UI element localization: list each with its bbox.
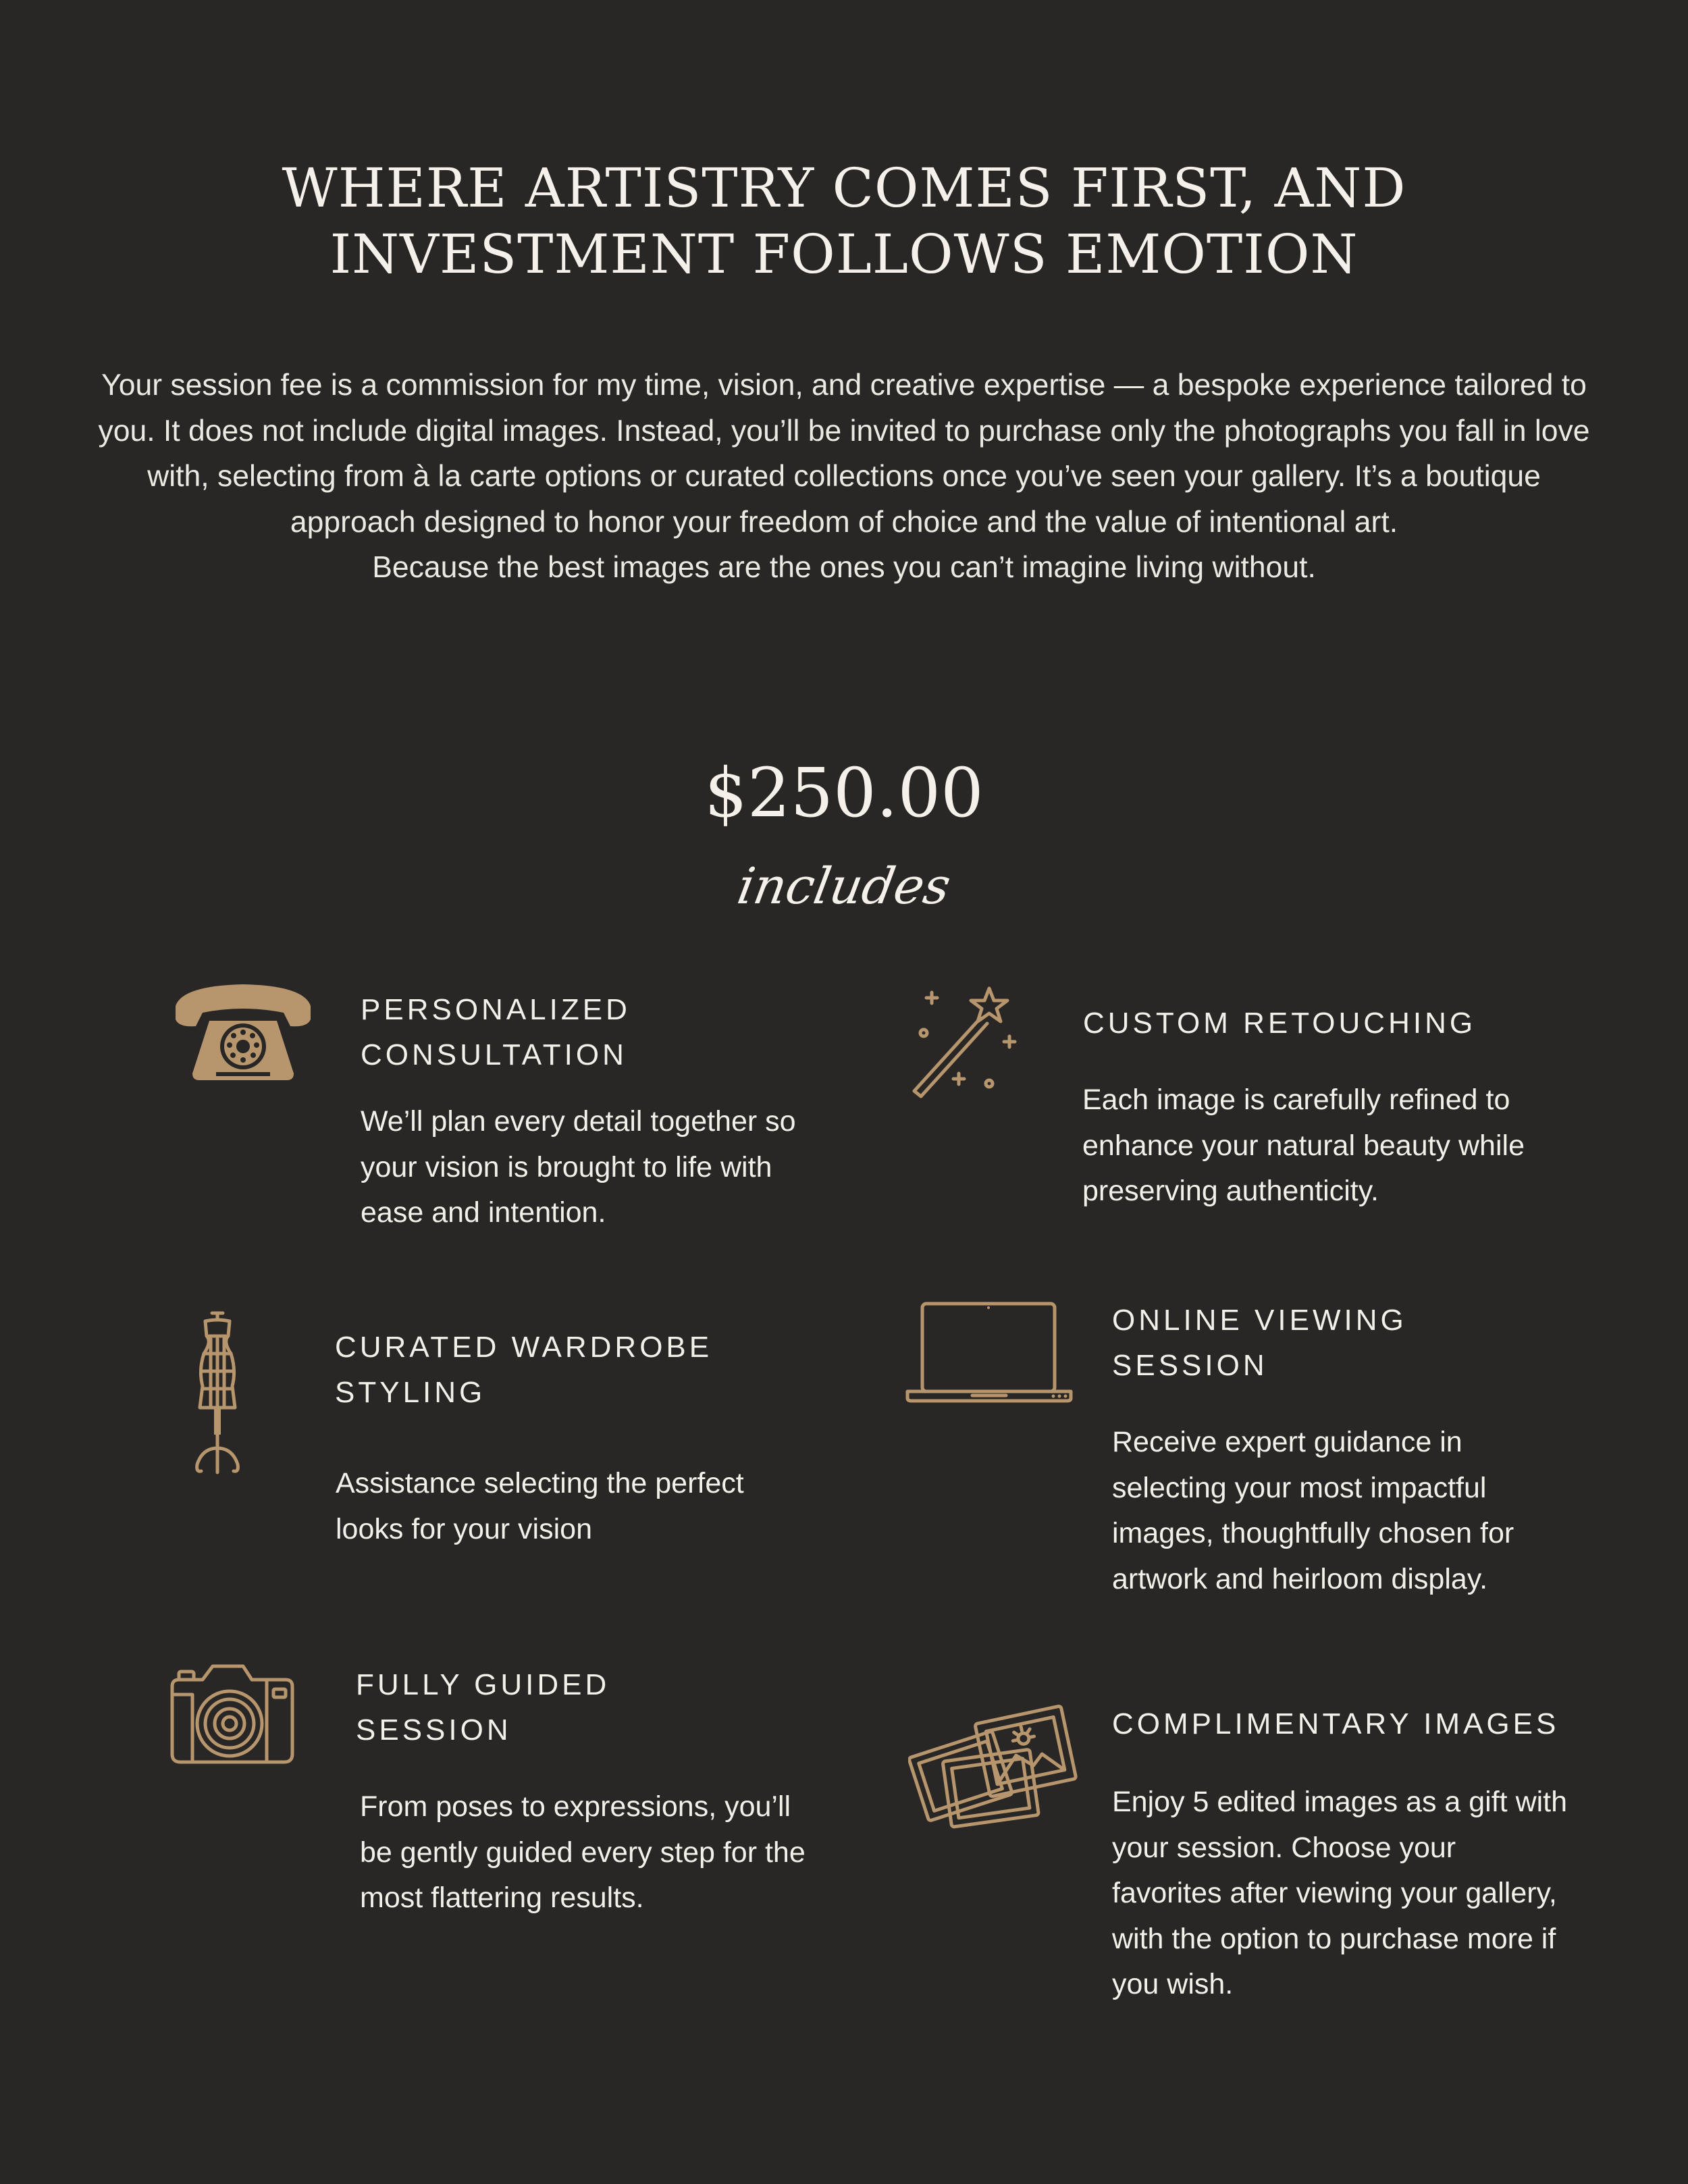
feature-desc-complimentary: Enjoy 5 edited images as a gift with your session. Choose your favorites after viewing your gallery, with the option to purchase more if you wish. bbox=[1112, 1786, 1568, 2000]
intro-text: Your session fee is a commission for my time, vision, and creative expertise — a bespoke experience tailored to you. It does not include digital images. Instead, you’ll be invited to purchase only the photographs you fall in love with, selecting from à la carte options or curated collections once you’ve seen your gallery. It’s a boutique approach designed to honor your freedom of choice and the value of intentional art. bbox=[98, 369, 1590, 539]
feature-desc-consultation: We’ll plan every detail together so your vision is brought to life with ease and intention. bbox=[361, 1105, 796, 1229]
photo-prints-icon bbox=[908, 1701, 1084, 1833]
feature-desc-wardrobe: Assistance selecting the perfect looks for your vision bbox=[336, 1467, 744, 1545]
telephone-icon bbox=[169, 979, 317, 1087]
feature-title-viewing: ONLINE VIEWING SESSION bbox=[1112, 1304, 1407, 1382]
feature-title-complimentary: COMPLIMENTARY IMAGES bbox=[1112, 1707, 1560, 1740]
magic-wand-icon bbox=[905, 979, 1026, 1100]
includes-label: includes bbox=[733, 857, 955, 915]
laptop-icon bbox=[905, 1300, 1074, 1404]
session-price: $250.00 bbox=[704, 753, 984, 832]
feature-desc-guided: From poses to expressions, you’ll be gently guided every step for the most flattering results. bbox=[360, 1790, 806, 1914]
camera-icon bbox=[165, 1659, 297, 1774]
dress-form-icon bbox=[184, 1306, 251, 1482]
feature-title-retouching: CUSTOM RETOUCHING bbox=[1083, 1007, 1477, 1040]
feature-desc-retouching: Each image is carefully refined to enhance your natural beauty while preserving authenticity. bbox=[1082, 1084, 1525, 1207]
page-title bbox=[203, 155, 1485, 288]
intro-closing: Because the best images are the ones you can’t imagine living without. bbox=[372, 551, 1316, 584]
feature-title-guided: FULLY GUIDED SESSION bbox=[356, 1668, 610, 1747]
feature-title-consultation: PERSONALIZED CONSULTATION bbox=[361, 993, 631, 1071]
page-title-line-1: WHERE ARTISTRY COMES FIRST, AND bbox=[282, 157, 1406, 219]
page-title-line-2: INVESTMENT FOLLOWS EMOTION bbox=[329, 223, 1359, 286]
feature-desc-viewing: Receive expert guidance in selecting your most impactful images, thoughtfully chosen for artwork and heirloom display. bbox=[1112, 1426, 1514, 1595]
feature-title-wardrobe: CURATED WARDROBE STYLING bbox=[335, 1331, 713, 1409]
intro-paragraph bbox=[95, 363, 1593, 591]
